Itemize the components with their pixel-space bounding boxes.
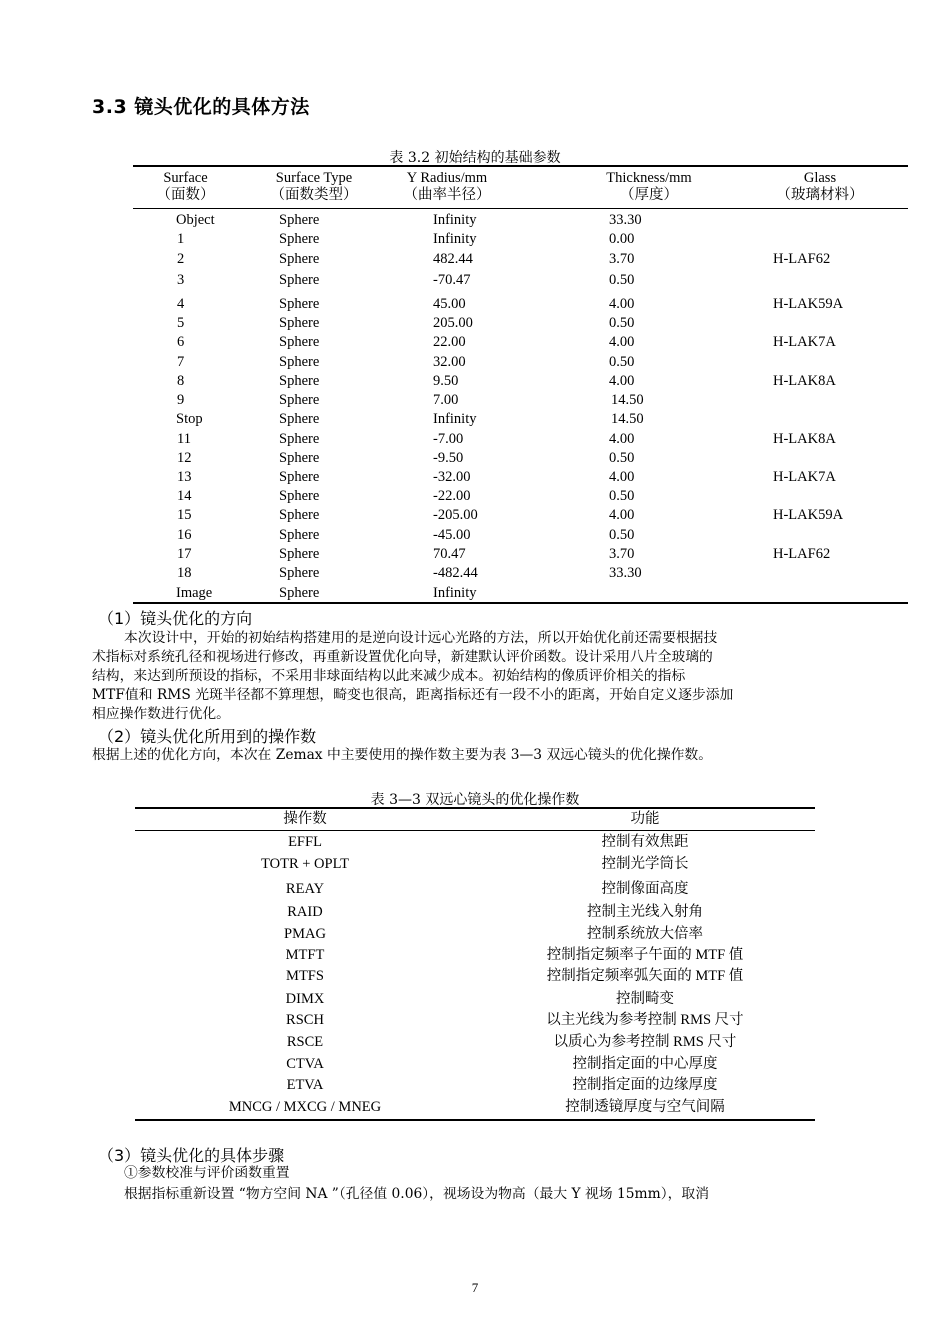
- table2-top-rule: [135, 807, 815, 809]
- table1-cell-surface: 7: [177, 354, 185, 370]
- table1-cell-thickness: 0.50: [609, 315, 635, 331]
- table1-header-zh: （曲率半径）: [403, 187, 491, 203]
- table1-cell-radius: 7.00: [433, 392, 459, 408]
- table1-cell-type: Sphere: [279, 392, 320, 408]
- table2-cell-operand: MNCG / MXCG / MNEG: [228, 1099, 382, 1115]
- table1-header-en: Glass: [803, 170, 837, 186]
- section3-text: 根据指标重新设置 “物方空间 NA ”（孔径值 0.06），视场设为物高（最大 Y 视场 15mm），取消: [124, 1186, 709, 1202]
- table1-cell-thickness: 4.00: [609, 431, 635, 447]
- table2-cell-operand: RAID: [287, 904, 323, 920]
- table1-cell-thickness: 0.00: [609, 231, 635, 247]
- page-number: 7: [471, 1280, 479, 1295]
- table1-cell-thickness: 4.00: [609, 373, 635, 389]
- table1-cell-glass: H-LAK59A: [773, 507, 844, 523]
- table2-cell-operand: ETVA: [286, 1077, 324, 1093]
- table1-header-rule: [133, 208, 908, 209]
- table1-cell-type: Sphere: [279, 373, 320, 389]
- table1-cell-surface: 3: [177, 272, 185, 288]
- table1-cell-radius: 9.50: [433, 373, 459, 389]
- section2-title: （2）镜头优化所用到的操作数: [98, 727, 317, 746]
- table1-header-zh: （面数）: [156, 187, 215, 203]
- section1-title: （1）镜头优化的方向: [98, 609, 253, 628]
- table1-header-cell: [255, 170, 373, 204]
- table1-header-zh: （厚度）: [620, 187, 678, 203]
- table1-header-en: Surface Type: [275, 170, 353, 186]
- table1-cell-thickness: 3.70: [609, 251, 635, 267]
- table1-cell-radius: -7.00: [433, 431, 464, 447]
- section1-line: MTF值和 RMS 光斑半径都不算理想，畸变也很高，距离指标还有一段不小的距离，开始自定义逐步添加: [92, 687, 734, 703]
- table2-header-rule: [135, 830, 815, 831]
- table1-cell-type: Sphere: [279, 527, 320, 543]
- table1-cell-thickness: 0.50: [609, 450, 635, 466]
- table1-cell-radius: -205.00: [433, 507, 478, 523]
- table1-cell-surface: 2: [177, 251, 185, 267]
- table2-header-operand: 操作数: [283, 811, 327, 827]
- table1-cell-radius: -22.00: [433, 488, 471, 504]
- table1-cell-surface: 1: [177, 231, 185, 247]
- table1-cell-radius: -482.44: [433, 565, 478, 581]
- table2-caption: 表 3—3 双远心镜头的优化操作数: [370, 792, 580, 808]
- table2-cell-function: 控制主光线入射角: [587, 904, 703, 920]
- table1-cell-thickness: 4.00: [609, 469, 635, 485]
- table1-cell-radius: 32.00: [433, 354, 466, 370]
- table1-cell-type: Sphere: [279, 296, 320, 312]
- table1-header-cell: [560, 170, 738, 204]
- table1-cell-surface: 14: [177, 488, 192, 504]
- table1-header-zh: （玻璃材料）: [776, 187, 864, 203]
- table1-cell-surface: 9: [177, 392, 185, 408]
- table1-cell-glass: H-LAK7A: [773, 469, 836, 485]
- table1-cell-surface: Object: [176, 212, 215, 228]
- table1-cell-surface: 5: [177, 315, 185, 331]
- table1-cell-radius: Infinity: [433, 231, 477, 247]
- table1-header-en: Surface: [163, 170, 208, 186]
- table2-cell-function: 控制像面高度: [601, 881, 689, 897]
- table1-cell-thickness: 33.30: [609, 212, 642, 228]
- table1-caption: 表 3.2 初始结构的基础参数: [389, 150, 561, 166]
- table1-cell-glass: H-LAK59A: [773, 296, 844, 312]
- table1-cell-radius: -45.00: [433, 527, 471, 543]
- table2-header-function: 功能: [630, 811, 660, 827]
- table1-cell-type: Sphere: [279, 354, 320, 370]
- table1-header-cell: [740, 170, 900, 204]
- table1-cell-type: Sphere: [279, 315, 320, 331]
- table2-cell-operand: PMAG: [284, 926, 326, 942]
- table1-cell-type: Sphere: [279, 334, 320, 350]
- table1-cell-thickness: 0.50: [609, 354, 635, 370]
- table1-cell-type: Sphere: [279, 546, 320, 562]
- table2-cell-function: 控制指定频率子午面的 MTF 值: [546, 947, 744, 963]
- table1-cell-thickness: 4.00: [609, 334, 635, 350]
- section1-line: 结构，来达到所预设的指标，不采用非球面结构以此来减少成本。初始结构的像质评价相关的指标: [92, 668, 686, 684]
- table1-bottom-rule: [133, 602, 908, 604]
- table1-cell-glass: H-LAK8A: [773, 431, 836, 447]
- table2-cell-function: 以主光线为参考控制 RMS 尺寸: [546, 1012, 744, 1028]
- table1-cell-surface: 17: [177, 546, 192, 562]
- table1-cell-glass: H-LAF62: [773, 546, 831, 562]
- table2-cell-operand: MTFT: [285, 947, 325, 963]
- table1-cell-type: Sphere: [279, 565, 320, 581]
- table1-cell-radius: 70.47: [433, 546, 466, 562]
- table2-cell-function: 以质心为参考控制 RMS 尺寸: [553, 1034, 737, 1050]
- table2-cell-operand: TOTR + OPLT: [261, 856, 349, 872]
- table2-bottom-rule: [135, 1119, 815, 1121]
- table1-header-cell: [133, 170, 238, 204]
- table1-cell-thickness: 14.50: [611, 392, 644, 408]
- table1-cell-surface: 11: [177, 431, 191, 447]
- table1-cell-thickness: 14.50: [611, 411, 644, 427]
- table1-cell-type: Sphere: [279, 585, 320, 601]
- section1-line: 本次设计中，开始的初始结构搭建用的是逆向设计远心光路的方法，所以开始优化前还需要根据技: [124, 630, 718, 646]
- table1-cell-surface: 8: [177, 373, 185, 389]
- table2-cell-function: 控制指定面的边缘厚度: [572, 1077, 718, 1093]
- table1-cell-surface: 16: [177, 527, 192, 543]
- table2-cell-operand: DIMX: [285, 991, 325, 1007]
- table1-cell-surface: 18: [177, 565, 192, 581]
- table2-cell-operand: CTVA: [286, 1056, 324, 1072]
- table1-cell-surface: Stop: [176, 411, 203, 427]
- table1-cell-radius: 45.00: [433, 296, 466, 312]
- table2-cell-operand: MTFS: [286, 968, 324, 984]
- table1-cell-type: Sphere: [279, 431, 320, 447]
- table2-cell-function: 控制畸变: [616, 991, 674, 1007]
- table1-cell-type: Sphere: [279, 231, 320, 247]
- table2-cell-function: 控制有效焦距: [601, 834, 689, 850]
- table2-cell-function: 控制指定频率弧矢面的 MTF 值: [546, 968, 744, 984]
- table1-header-cell: [383, 170, 511, 204]
- table2-cell-operand: EFFL: [288, 834, 322, 850]
- table2-cell-function: 控制系统放大倍率: [587, 926, 703, 942]
- table1-cell-type: Sphere: [279, 212, 320, 228]
- table2-cell-operand: REAY: [285, 881, 325, 897]
- table1-header-zh: （面数类型）: [270, 187, 358, 203]
- table2-cell-function: 控制透镜厚度与空气间隔: [565, 1099, 725, 1115]
- table1-cell-thickness: 4.00: [609, 296, 635, 312]
- section3-title: （3）镜头优化的具体步骤: [98, 1146, 285, 1165]
- section3-step: ①参数校准与评价函数重置: [124, 1165, 290, 1181]
- table1-cell-type: Sphere: [279, 251, 320, 267]
- table1-cell-type: Sphere: [279, 272, 320, 288]
- table1-cell-surface: 4: [177, 296, 185, 312]
- section-heading: 3.3 镜头优化的具体方法: [92, 96, 310, 118]
- table1-cell-surface: 12: [177, 450, 192, 466]
- table1-header-en: Y Radius/mm: [406, 170, 488, 186]
- table1-cell-thickness: 4.00: [609, 507, 635, 523]
- table1-cell-radius: Infinity: [433, 212, 477, 228]
- section1-line: 相应操作数进行优化。: [92, 706, 230, 722]
- table1-cell-glass: H-LAK7A: [773, 334, 836, 350]
- table1-header-en: Thickness/mm: [606, 170, 692, 186]
- table1-cell-surface: 6: [177, 334, 185, 350]
- table1-cell-type: Sphere: [279, 507, 320, 523]
- table1-cell-radius: 22.00: [433, 334, 466, 350]
- table2-cell-function: 控制指定面的中心厚度: [572, 1056, 718, 1072]
- table1-cell-radius: -9.50: [433, 450, 464, 466]
- table1-cell-radius: 205.00: [433, 315, 473, 331]
- table1-cell-radius: 482.44: [433, 251, 473, 267]
- table1-cell-surface: Image: [176, 585, 213, 601]
- table1-cell-thickness: 0.50: [609, 488, 635, 504]
- table1-cell-radius: Infinity: [433, 585, 477, 601]
- table1-cell-thickness: 33.30: [609, 565, 642, 581]
- table1-cell-thickness: 0.50: [609, 527, 635, 543]
- table1-cell-thickness: 3.70: [609, 546, 635, 562]
- table1-top-rule: [133, 165, 908, 167]
- table2-cell-function: 控制光学筒长: [601, 856, 689, 872]
- section2-text: 根据上述的优化方向，本次在 Zemax 中主要使用的操作数主要为表 3—3 双远心镜头的优化操作数。: [92, 747, 713, 763]
- table1-cell-thickness: 0.50: [609, 272, 635, 288]
- table1-cell-glass: H-LAK8A: [773, 373, 836, 389]
- table1-cell-surface: 15: [177, 507, 192, 523]
- table1-cell-radius: -32.00: [433, 469, 471, 485]
- table1-cell-radius: -70.47: [433, 272, 471, 288]
- table1-cell-type: Sphere: [279, 411, 320, 427]
- section1-line: 术指标对系统孔径和视场进行修改，再重新设置优化向导，新建默认评价函数。设计采用八片全玻璃的: [92, 649, 713, 665]
- table1-cell-type: Sphere: [279, 450, 320, 466]
- table1-cell-glass: H-LAF62: [773, 251, 831, 267]
- table1-cell-surface: 13: [177, 469, 192, 485]
- table2-cell-operand: RSCH: [286, 1012, 324, 1028]
- table2-cell-operand: RSCE: [286, 1034, 324, 1050]
- table1-cell-type: Sphere: [279, 488, 320, 504]
- table1-cell-radius: Infinity: [433, 411, 477, 427]
- table1-cell-type: Sphere: [279, 469, 320, 485]
